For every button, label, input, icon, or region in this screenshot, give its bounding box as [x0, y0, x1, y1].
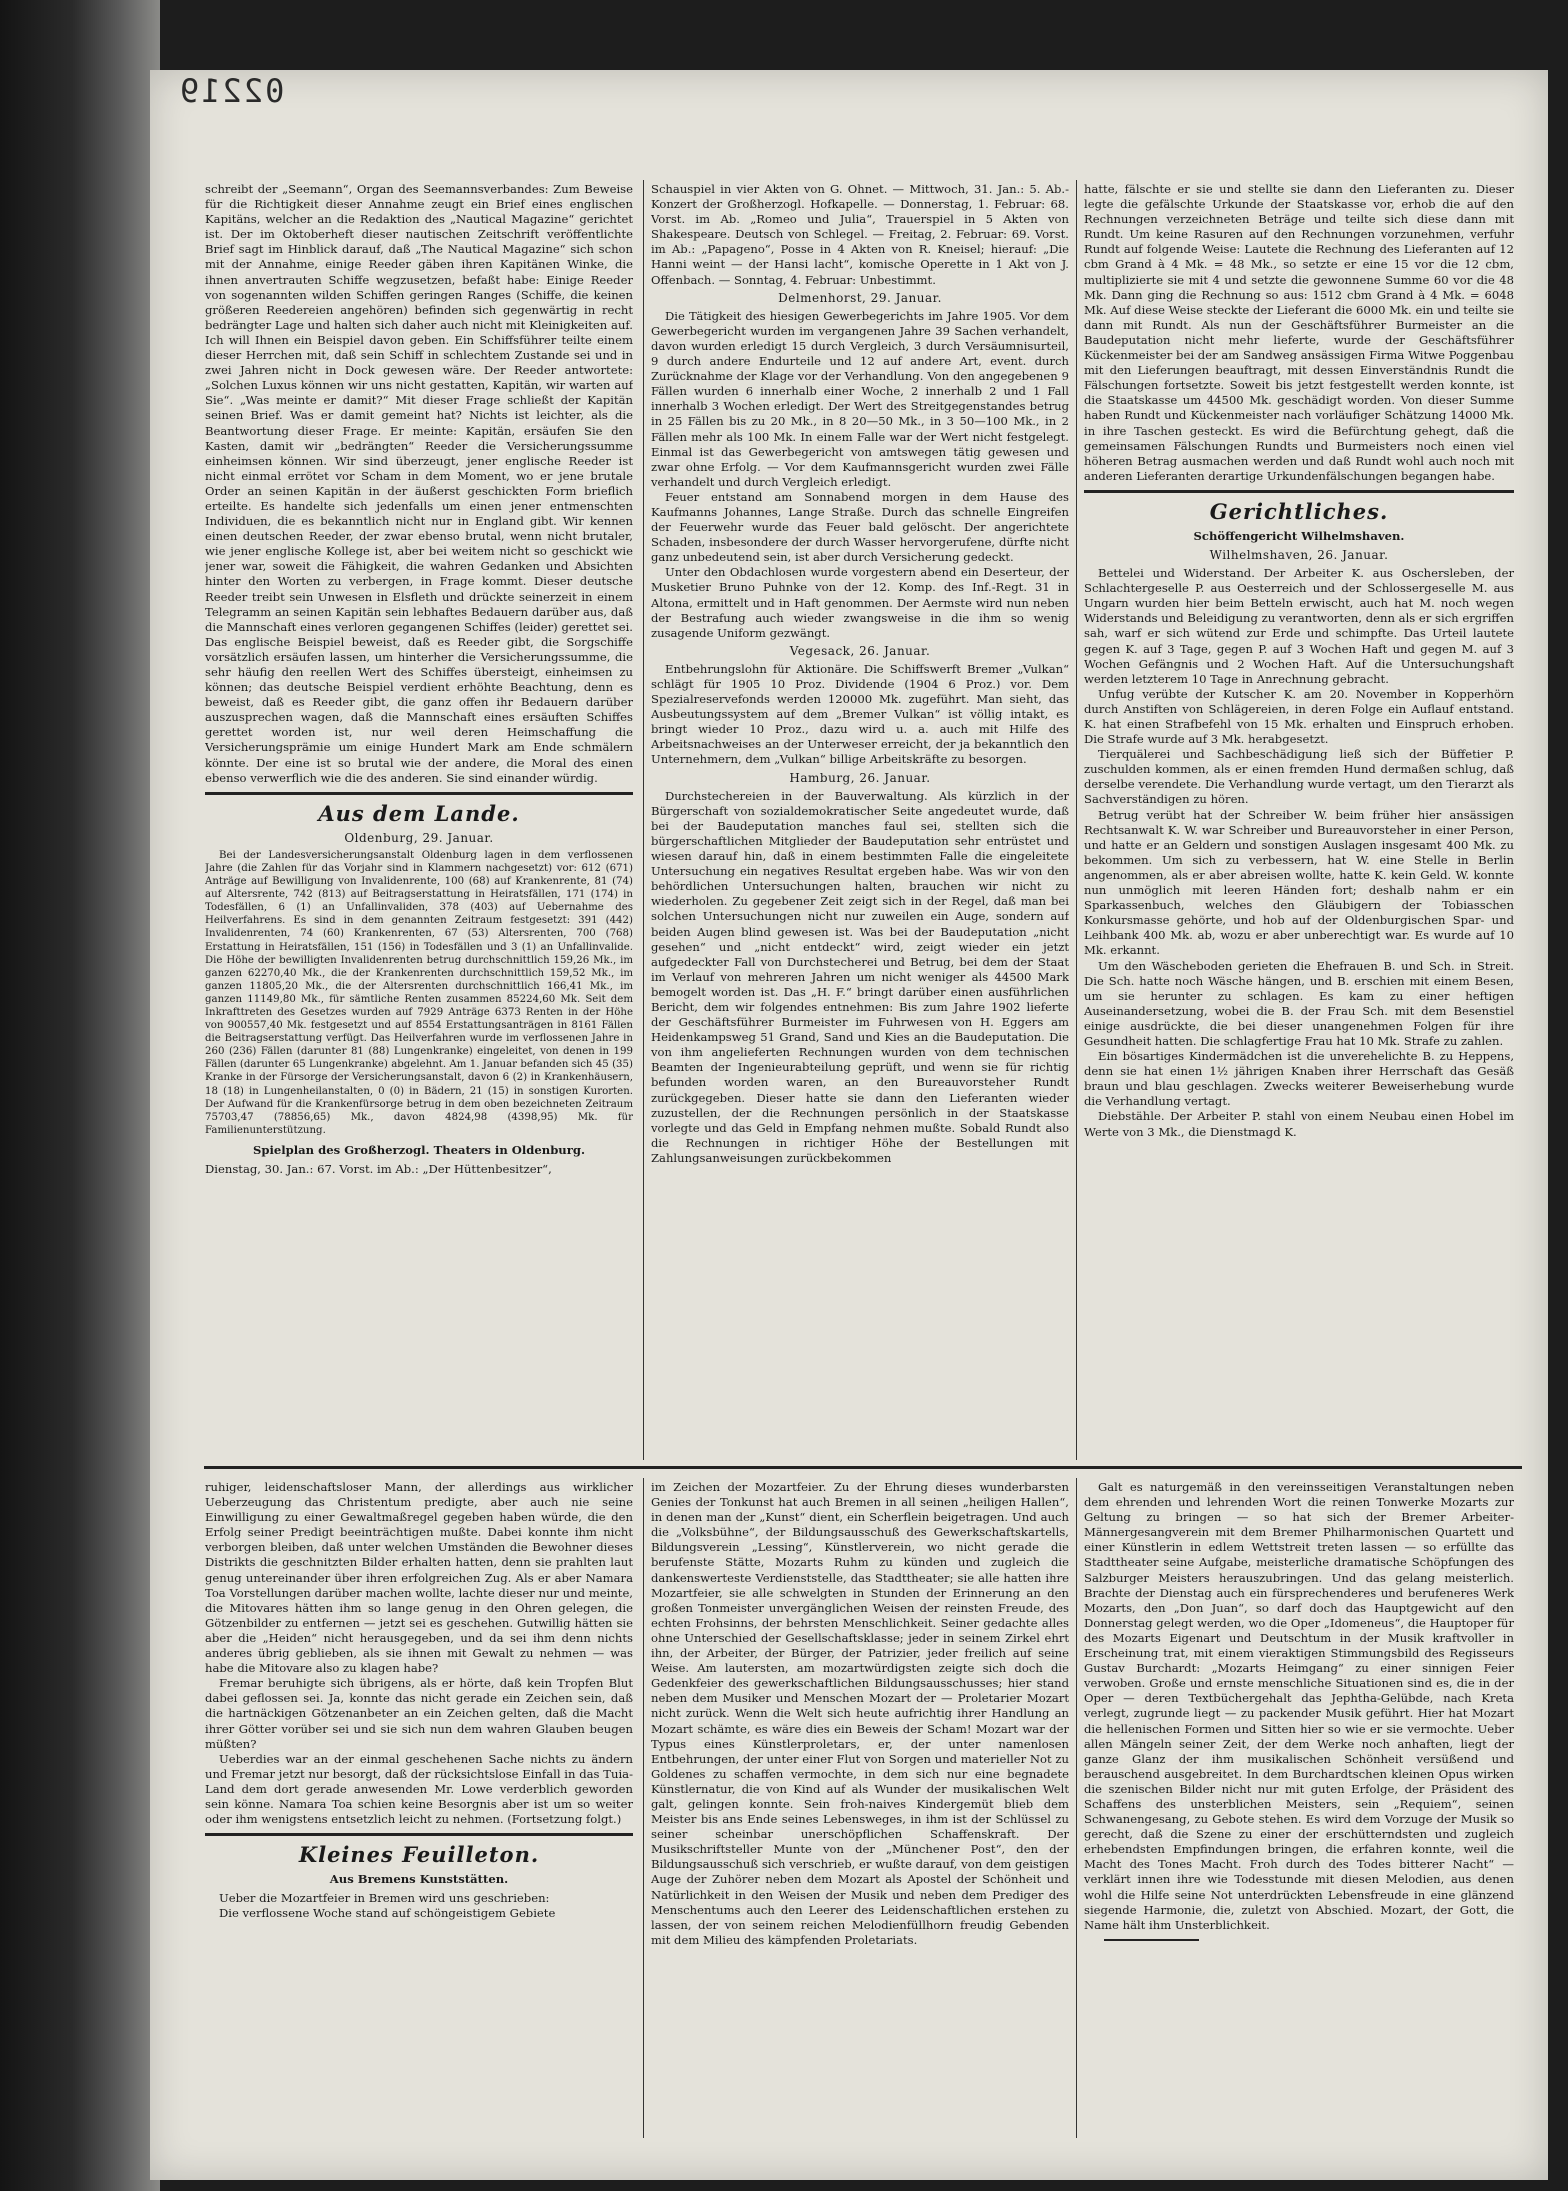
section-rule: [205, 792, 633, 795]
dateline-hamburg: Hamburg, 26. Januar.: [789, 770, 931, 785]
subhead-bremens-kunststaetten: Aus Bremens Kunststätten.: [329, 1872, 509, 1887]
subhead-schoeffengericht: Schöffengericht Wilhelmshaven.: [1193, 528, 1405, 543]
durchstechereien-article: Durchstechereien in der Bauverwaltung. Als kürzlich in der Bürgerschaft von sozialdemokratischer Seite angedeutet wurde, daß bei der Baudeputation manches faul sei, stellten sich die bürgerschaftlichen Mitglieder der Baudeputation sehr entrüstet und wiesen darauf hin, daß in einem bestimmten Falle die eingeleitete Untersuchung ein negatives Resultat ergeben habe. Was wir von den behördlichen Untersuchungen halten, brauchen wir nicht zu wiederholen. Zu gegebener Zeit zeigt sich in der Regel, daß man bei solchen Untersuchungen nicht nur zuweilen ein Auge, sondern auf beiden Augen blind gewesen ist. Was bei der Baudeputation „nicht gesehen“ und „nicht entdeckt“ wird, zeigt wieder ein jetzt aufgedeckter Fall von Durchstecherei und Betrug, bei dem der Staat im Verlauf von mehreren Jahren um nicht weniger als 44500 Mark bemogelt worden ist. Das „H. F.“ bringt darüber einen ausführlichen Bericht, dem wir folgendes entnehmen: Bis zum Jahre 1902 lieferte der Geschäftsführer Burmeister im Fuhrwesen von H. Eggers am Heidenkampsweg 51 Grand, Sand und Kies an die Baudeputation. Die von ihm angelieferten Rechnungen wurden von dem technischen Beamten der Ingenieurabteilung geprüft, und wenn sie für richtig befunden worden waren, an den Bureauvorsteher Rundt zurückgegeben. Dieser hatte sie dann den Lieferanten wieder zuzustellen, der die Rechnungen persönlich in der Staatskasse vorlegte und das Geld in Empfang nehmen mußte. Sobald Rundt also die Rechnungen in richtiger Höhe der Bestellungen mit Zahlungsanweisungen zurückbekommen: [651, 788, 1069, 1165]
betrug-article: Betrug verübt hat der Schreiber W. beim früher hier ansässigen Rechtsanwalt K. W. war Schreiber und Bureauvorsteher in einer Person, und hatte er an Geldern und sonstigen Auslagen insgesamt 400 Mk. zu bekommen. Um sich zu verbessern, hat W. eine Stelle in Berlin angenommen, als er aber abreisen wollte, hatte K. kein Geld. W. konnte nun unmöglich mit leeren Händen fort; deshalb nahm er ein Sparkassenbuch, welches den Gläubigern der Tobiasschen Konkursmasse gehörte, und hob auf der Oldenburgischen Spar- und Leihbank 400 Mk. ab, wozu er aber unberechtigt war. Es wurde auf 10 Mk. erkannt.: [1084, 807, 1514, 958]
feuer-article: Feuer entstand am Sonnabend morgen in dem Hause des Kaufmanns Johannes, Lange Straße. Durch das schnelle Eingreifen der Feuerwehr wurde das Feuer bald gelöscht. Der angerichtete Schaden, insbesondere der durch Wasser hervorgerufene, dürfte nicht ganz unbedeutend sein, ist aber durch Versicherung gedeckt.: [651, 489, 1069, 565]
unfug-article: Unfug verübte der Kutscher K. am 20. November in Kopperhörn durch Anstiften von Schlägereien, in deren Folge ein Auflauf entstand. K. hat einen Strafbefehl von 15 Mk. erhalten und Einspruch erhoben. Die Strafe wurde auf 3 Mk. herabgesetzt.: [1084, 686, 1514, 747]
section-title-kleines-feuilleton: Kleines Feuilleton.: [298, 1842, 540, 1868]
entbehrungslohn-article: Entbehrungslohn für Aktionäre. Die Schiffswerft Bremer „Vulkan“ schlägt für 1905 10 Proz. Dividende (1904 6 Proz.) vor. Dem Spezialreservefonds werden 120000 Mk. zugeführt. Man sieht, das Ausbeutungssystem auf dem „Bremer Vulkan“ ist völlig intakt, es bringt wieder 10 Proz., dazu wird u. a. auch mit Hilfe des Arbeitsnachweises an der Unterweser erreicht, der ja bekanntlich den Unternehmern, dem „Vulkan“ billige Arbeitskräfte zu besorgen.: [651, 661, 1069, 767]
dateline-wilhelmshaven: Wilhelmshaven, 26. Januar.: [1209, 547, 1389, 562]
novel-continuation: ruhiger, leidenschaftsloser Mann, der allerdings aus wirklicher Ueberzeugung das Christentum predigte, aber auch nie seine Einwilligung zu einer Gewaltmaßregel gegeben haben würde, die den Erfolg seiner Predigt beeinträchtigen mußte. Dabei konnte ihm nicht verborgen bleiben, daß unter welchen Umständen die Bewohner dieses Distrikts die geschnitzten Bilder erhalten hatten, denn sie prahlten laut genug untereinander über ihren erfolgreichen Zug. Als er aber Namara Toa Vorstellungen darüber machen wollte, lachte dieser nur und meinte, die Mitovares hätten ihm so lange genug in den Ohren gelegen, die Götzenbilder zu entfernen — jetzt sei es geschehen. Gutwillig hätten sie aber die „Heiden“ nicht herausgegeben, und da sei ihm denn nichts anderes übrig geblieben, als sie ihnen mit Gewalt zu nehmen — was habe die Mitovare also zu klagen habe?: [205, 1480, 633, 1676]
dateline-delmenhorst: Delmenhorst, 29. Januar.: [778, 290, 942, 305]
kindermaedchen-article: Ein bösartiges Kindermädchen ist die unverehelichte B. zu Heppens, denn sie hat einen 1½ jährigen Knaben ihrer Herrschaft das Gesäß braun und blau geschlagen. Zwecks weiterer Beweiserhebung wurde die Verhandlung vertagt.: [1084, 1049, 1514, 1109]
bettelei-article: Bettelei und Widerstand. Der Arbeiter K. aus Oschersleben, der Schlachtergeselle P. aus Oesterreich und der Schlossergeselle M. aus Ungarn wurden hier beim Betteln erwischt, auch hat M. noch wegen Widerstands und Beleidigung zu verantworten, denn als er sich ergriffen sah, warf er sich wütend zur Erde und schimpfte. Das Urteil lautete gegen K. auf 3 Tage, gegen P. auf 3 Wochen Haft und gegen M. auf 3 Wochen Gefängnis und 2 Wochen Haft. Auf die Untersuchungshaft werden letzterem 10 Tage in Anrechnung gebracht.: [1084, 566, 1514, 686]
page-number: 02219: [178, 72, 285, 110]
gewerbegericht-article: Die Tätigkeit des hiesigen Gewerbegerichts im Jahre 1905. Vor dem Gewerbegericht wurden im vergangenen Jahre 39 Sachen verhandelt, davon wurden erledigt 15 durch Vergleich, 3 durch Versäumnisurteil, 9 durch andere Endurteile und 12 auf andere Art, event. durch Zurücknahme der Klage vor der Verhandlung. Von den angegebenen 9 Fällen wurden 6 innerhalb einer Woche, 2 innerhalb 2 und 1 Fall innerhalb 3 Wochen erledigt. Der Wert des Streitgegenstandes betrug in 25 Fällen bis zu 20 Mk., in 8 20—50 Mk., in 3 50—100 Mk., in 2 Fällen mehr als 100 Mk. In einem Falle war der Wert nicht festgelegt. Einmal ist das Gewerbegericht von amtswegen tätig gewesen und zwar ohne Erfolg. — Vor dem Kaufmannsgericht wurden zwei Fälle verhandelt und durch Vergleich erledigt.: [651, 308, 1069, 489]
theater-heading: Spielplan des Großherzogl. Theaters in Oldenburg.: [253, 1142, 585, 1157]
section-rule: [205, 1833, 633, 1836]
theater-line: Dienstag, 30. Jan.: 67. Vorst. im Ab.: „Der Hüttenbesitzer“,: [205, 1162, 552, 1176]
column-divider: [1076, 1478, 1077, 2138]
novel-paragraph: Ueberdies war an der einmal geschehenen Sache nichts zu ändern und Fremar jetzt nur besorgt, daß der rücksichtslose Einfall in das Tuia-Land dem dort gerade anwesenden Mr. Lowe verderblich geworden sein könne. Namara Toa schien keine Besorgnis aber ist um so weiter oder ihm wenigstens entsetzlich leicht zu nehmen. (Fortsetzung folgt.): [205, 1751, 633, 1827]
section-title-gerichtliches: Gerichtliches.: [1209, 498, 1389, 524]
top-column-3: [1084, 182, 1514, 1462]
obdachlosen-article: Unter den Obdachlosen wurde vorgestern abend ein Deserteur, der Musketier Bruno Puhnke von der 12. Komp. des Inf.-Regt. 31 in Altona, ermittelt und in Haft genommen. Der Aermste wird nun neben der Bestrafung auch wieder zwangsweise in die ihm so wenig zusagende Uniform gezwängt.: [651, 565, 1069, 640]
bottom-column-1: [205, 1480, 633, 2145]
dateline-vegesack: Vegesack, 26. Januar.: [789, 643, 931, 658]
column-divider: [643, 1478, 644, 2138]
column-divider: [643, 180, 644, 1460]
mozart-article-conclusion: Galt es naturgemäß in den vereinsseitigen Veranstaltungen neben dem ehrenden und lehrenden Wort die reinen Tonwerke Mozarts zur Geltung zu bringen — so hat sich der Bremer Arbeiter-Männergesangverein mit dem Bremer Philharmonischen Quartett und einer Künstlerin in edlem Wettstreit treten lassen — so erfüllte das Stadttheater seine Aufgabe, meisterliche dramatische Schöpfungen des Salzburger Meisters herauszubringen. Und das gelang meisterlich. Brachte der Dienstag auch ein fürsprechenderes und berufeneres Werk Mozarts, den „Don Juan“, so darf doch das Hauptgewicht auf den Donnerstag gelegt werden, wo die Oper „Idomeneus“, die Hauptoper für des Mozarts Eigenart und Deutschtum in der Musik kraftvoller in Erscheinung trat, mit einem vieraktigen Stimmungsbild des Regisseurs Gustav Burchardt: „Mozarts Heimgang“ zu einer sinnigen Feier verwoben. Große und ernste menschliche Situationen sind es, die in der Oper — deren Textbüchergehalt das Jephtha-Gelübde, nach Kreta verlegt, zugrunde liegt — zu packender Musik geführt. Hier hat Mozart die hellenischen Formen und Sitten hier so wie er sie vermochte. Ueber allen Mängeln seiner Zeit, der dem Werke noch anhaften, liegt der ganze Glanz der ihm musikalischen Schönheit versüßend und berauschend ausgebreitet. In dem Burchardtschen kleinen Opus wirken die szenischen Bilder nicht nur mit guten Erfolge, der Präsident des Schaffens des unsterblichen Meisters, sein „Requiem“, seinen Schwanengesang, zu Gebote stehen. Es wird dem Vorzuge der Musik so gerecht, daß die Szene zu einer der erschütterndsten und zugleich erhebendsten Empfindungen bringen, die erfahren konnte, weil die Macht des Tones Macht. Froh durch des Todes bitterer Nacht“ — verklärt innen ihre wie Todesstunde mit diesen Melodien, aus denen wohl die Hilfe seine Not unterdrückten Lebensfreude in eine glänzend siegende Harmonie, die, zuletzt von Abschied. Mozart, der Gott, die Name hält ihm Unsterblichkeit.: [1084, 1480, 1514, 1932]
feuilleton-separator-line: [204, 1466, 1522, 1469]
end-rule: [1104, 1939, 1199, 1941]
section-title-aus-dem-lande: Aus dem Lande.: [318, 800, 520, 826]
section-rule: [1084, 490, 1514, 493]
theater-schedule-continued: Schauspiel in vier Akten von G. Ohnet. — Mittwoch, 31. Jan.: 5. Ab.-Konzert der Großherzogl. Hofkapelle. — Donnerstag, 1. Februar: 68. Vorst. im Ab. „Romeo und Julia“, Trauerspiel in 5 Akten von Shakespeare. Deutsch von Schlegel. — Freitag, 2. Februar: 69. Vorst. im Ab.: „Papageno“, Posse in 4 Akten von R. Kneisel; hierauf: „Die Hanni weint — der Hansi lacht“, komische Operette in 1 Akt von J. Offenbach. — Sonntag, 4. Februar: Unbestimmt.: [651, 182, 1069, 287]
book-gutter: [0, 0, 160, 2191]
tierquaelerei-article: Tierquälerei und Sachbeschädigung ließ sich der Büffetier P. zuschulden kommen, als er einen fremden Hund dermaßen schlug, daß derselbe verendete. Die Verhandlung wurde vertagt, um den Tierarzt als Sachverständigen zu hören.: [1084, 747, 1514, 807]
mozart-intro: Ueber die Mozartfeier in Bremen wird uns geschrieben:: [219, 1891, 550, 1906]
bottom-column-2: [651, 1480, 1069, 2145]
novel-paragraph: Fremar beruhigte sich übrigens, als er hörte, daß kein Tropfen Blut dabei geflossen sei. Ja, konnte das nicht gerade ein Zeichen sein, daß die hartnäckigen Götzenanbeter an ein Zeichen gelten, daß die Macht ihrer Götter vorüber sei und sie sich nun dem wahren Glauben beugen müßten?: [205, 1676, 633, 1751]
diebstaehle-article: Diebstähle. Der Arbeiter P. stahl von einem Neubau einen Hobel im Werte von 3 Mk., die Dienstmagd K.: [1084, 1109, 1514, 1139]
column-divider: [1076, 180, 1077, 1460]
landesversicherung-article: Bei der Landesversicherungsanstalt Oldenburg lagen in dem verflossenen Jahre (die Zahlen für das Vorjahr sind in Klammern nachgesetzt) vor: 612 (671) Anträge auf Bewilligung von Invalidenrente, 100 (68) auf Krankenrente, 81 (74) auf Altersrente, 742 (813) auf Beitragserstattung in Heiratsfällen, 171 (174) in Todesfällen, 6 (1) an Unfallinvaliden, 378 (403) auf Uebernahme des Heilverfahrens. Es sind in dem genannten Zeitraum festgesetzt: 391 (442) Invalidenrenten, 74 (60) Krankenrenten, 67 (53) Altersrenten, 700 (768) Erstattung in Heiratsfällen, 151 (156) in Todesfällen und 3 (1) an Unfallinvalide. Die Höhe der bewilligten Invalidenrenten betrug durchschnittlich 159,26 Mk., im ganzen 62270,40 Mk., die der Krankenrenten durchschnittlich 159,52 Mk., im ganzen 11805,20 Mk., die der Altersrenten durchschnittlich 166,41 Mk., im ganzen 11149,80 Mk., für sämtliche Renten zusammen 85224,60 Mk. Seit dem Inkrafttreten des Gesetzes wurden auf 7929 Anträge 6373 Renten in der Höhe von 900557,40 Mk. festgesetzt und auf 8554 Erstattungsanträgen in 8161 Fällen die Beitragserstattung verfügt. Das Heilverfahren wurde im verflossenen Jahre in 260 (236) Fällen (darunter 81 (88) Lungenkranke) eingeleitet, von denen in 199 Fällen (darunter 65 Lungenkranke) abgelehnt. Am 1. Januar befanden sich 45 (35) Kranke in der Fürsorge der Versicherungsanstalt, davon 6 (2) in Krankenhäusern, 18 (18) in Lungenheilanstalten, 0 (0) in Bädern, 21 (15) in sonstigen Kurorten. Der Aufwand für die Krankenfürsorge betrug in dem oben bezeichneten Zeitraum 75703,47 (78856,65) Mk., davon 4824,98 (4398,95) Mk. für Familienunterstützung.: [205, 849, 633, 1136]
dateline-oldenburg: Oldenburg, 29. Januar.: [344, 830, 494, 845]
seemann-article: schreibt der „Seemann“, Organ des Seemannsverbandes: Zum Beweise für die Richtigkeit dieser Annahme zeugt ein Brief eines englischen Kapitäns, welcher an die Redaktion des „Nautical Magazine“ gerichtet ist. Der im Oktoberheft dieser nautischen Zeitschrift veröffentlichte Brief sagt im Hinblick darauf, daß „The Nautical Magazine“ sich schon mit der Annahme, einige Reeder gäben ihren Kapitänen Winke, die ihnen anvertrauten Schiffe wegzusetzen, befaßt habe: Einige Reeder von sogenannten wilden Schiffen geringen Ranges (Schiffe, die keinen größeren Reedereien angehören) befinden sich gegenwärtig in recht bedrängter Lage und halten sich daher auch nicht mit Kleinigkeiten auf. Ich will Ihnen ein Beispiel davon geben. Ein Schiffsführer teilte einem dieser Herrchen mit, daß sein Schiff in schlechtem Zustande sei und in zwei Jahren nicht in Dock gewesen wäre. Der Reeder antwortete: „Solchen Luxus können wir uns nicht gestatten, Kapitän, wir warten auf Sie“. „Was meinte er damit?“ Mit dieser Frage schließt der Kapitän seinen Brief. Was er damit gemeint hat? Nichts ist leichter, als die Beantwortung dieser Frage. Er meinte: Kapitän, ersäufen Sie den Kasten, damit wir „bedrängten“ Reeder die Versicherungssumme einheimsen können. Wir sind überzeugt, jener englische Reeder ist nicht einmal errötet vor Scham in dem Moment, wo er jene brutale Order an seinen Kapitän in der äußerst geschickten Form brieflich erteilte. Es handelte sich jedenfalls um einen jener entmenschten Individuen, die es bekanntlich nicht nur in England gibt. Wir kennen einen deutschen Reeder, der zwar ebenso brutal, wenn nicht brutaler, wie jener englische Kollege ist, aber bei weitem nicht so geschickt wie jener war, soweit die Fähigkeit, die wahren Gedanken und Absichten hinter den Worten zu verbergen, in Frage kommt. Dieser deutsche Reeder treibt sein Unwesen in Elsfleth und drückte seinerzeit in einem Telegramm an seinen Kapitän sein lebhaftes Bedauern darüber aus, daß die Mannschaft eines verloren gegangenen Schiffes (leider) gerettet sei. Das englische Beispiel beweist, daß es Reeder gibt, die Sorgschiffe vorsätzlich ersäufen lassen, um hinterher die Versicherungssumme, die sehr häufig den reellen Wert des Schiffes übersteigt, einheimsen zu können; das deutsche Beispiel verdient erhöhte Beachtung, denn es beweist, daß es Reeder gibt, die ganz offen ihr Bedauern darüber auszusprechen wagen, daß die Mannschaft eines ersäuften Schiffes gerettet worden ist, nur weil deren Heimschaffung die Versicherungsprämie um einige Hundert Mark am Ende schmälern könnte. Der eine ist so brutal wie der andere, die Moral des einen ebenso verwerflich wie die des anderen. Sie sind einander würdig.: [205, 182, 633, 785]
top-column-1: [205, 182, 633, 1462]
top-column-2: [651, 182, 1069, 1462]
waescheboden-article: Um den Wäscheboden gerieten die Ehefrauen B. und Sch. in Streit. Die Sch. hatte noch Wäsche hängen, und B. erschien mit einem Besen, um sie herunter zu schlagen. Es kam zu einer heftigen Auseinandersetzung, wobei die B. der Frau Sch. mit dem Besenstiel einige ausdrückte, die bei dieser unangenehmen Folgen für ihre Gesundheit hatten. Die schlagfertige Frau hat 10 Mk. Strafe zu zahlen.: [1084, 958, 1514, 1048]
durchstechereien-continued: hatte, fälschte er sie und stellte sie dann den Lieferanten zu. Dieser legte die gefälschte Urkunde der Staatskasse vor, erhob die auf den Rechnungen verzeichneten Beträge und teilte sich diese dann mit Rundt. Um keine Rasuren auf den Rechnungen vorzunehmen, verfuhr Rundt auf folgende Weise: Lautete die Rechnung des Lieferanten auf 12 cbm Grand à 4 Mk. = 48 Mk., so setzte er eine 15 vor die 12 cbm, multiplizierte sie mit 4 und setzte die gewonnene Summe 60 vor die 48 Mk. Dann ging die Rechnung so aus: 1512 cbm Grand à 4 Mk. = 6048 Mk. Auf diese Weise steckte der Lieferant die 6000 Mk. ein und teilte sie dann mit Rundt. Als nun der Geschäftsführer Burmeister an die Baudeputation nicht mehr lieferte, wurde der Geschäftsführer Kückenmeister bei der am Sandweg ansässigen Firma Witwe Poggenbau mit den Lieferungen beauftragt, mit dessen Einverständnis Rundt die Fälschungen fortsetzte. Soweit bis jetzt festgestellt werden konnte, ist die Staatskasse um 44500 Mk. geschädigt worden. Von dieser Summe haben Rundt und Kückenmeister nach vorläufiger Schätzung 14000 Mk. in ihre Taschen gesteckt. Es wird die Befürchtung gehegt, daß die gemeinsamen Fälschungen Rundts und Burmeisters noch einen viel höheren Betrag ausmachen werden und daß Rundt wohl auch noch mit anderen Lieferanten derartige Urkundenfälschungen begangen habe.: [1084, 182, 1514, 483]
mozart-article-start: Die verflossene Woche stand auf schöngeistigem Gebiete: [219, 1906, 556, 1921]
bottom-column-3: [1084, 1480, 1514, 2145]
mozart-article-continued: im Zeichen der Mozartfeier. Zu der Ehrung dieses wunderbarsten Genies der Tonkunst hat auch Bremen in all seinen „heiligen Hallen“, in denen man der „Kunst“ dient, ein Scherflein beigetragen. Und auch die „Volksbühne“, der Bildungsausschuß des Gewerkschaftskartells, Bildungsverein „Lessing“, Künstlerverein, wo nicht gerade die berufenste Stätte, Mozarts Ruhm zu künden und zugleich die dankenswerteste Verdienststelle, das Stadttheater; sie alle hatten ihre Mozartfeier, sie alle schwelgten in Stunden der Erinnerung an den großen Tonmeister unvergänglichen Weisen der reinsten Freude, des echten Frohsinns, der behrsten Menschlichkeit. Seiner gedachte alles ohne Unterschied der Gesellschaftsklasse; jeder in seinem Zirkel ehrt ihn, der Arbeiter, der Bürger, der Patrizier, jeder freilich auf seine Weise. Am lautersten, am mozartwürdigsten zeigte sich doch die Gedenkfeier des gewerkschaftlichen Bildungsausschusses; hier stand neben dem Musiker und Menschen Mozart der — Proletarier Mozart nicht zurück. Wenn die Welt sich heute aufrichtig ihrer Handlung an Mozart schämte, es wäre dies ein Beweis der Scham! Mozart war der Typus eines Künstlerproletars, er, der unter namenlosen Entbehrungen, der unter einer Flut von Sorgen und materieller Not zu Goldenes zu schaffen vermochte, in dem sich nur eine begnadete Künstlernatur, die von Kind auf als Wunder der musikalischen Welt galt, gelingen konnte. Sein froh-naives Kindergemüt blieb dem Meister bis ans Ende seines Lebensweges, in ihm ist der Schlüssel zu seiner scheinbar unerschöpflichen Schaffenskraft. Der Musikschriftsteller Munte von der „Münchener Post“, den der Bildungsausschuß sich verschrieb, er wußte darauf, von dem geistigen Auge der Zuhörer neben dem Mozart als Apostel der Schönheit und Natürlichkeit in den Weisen der Musik und neben dem Prediger des Menschentums auch den Leerer des Leidenschaftlichen erstehen zu lassen, der von seinem reichen Melodienfüllhorn freudig Gebenden mit dem Milieu des kämpfenden Proletariats.: [651, 1480, 1069, 1947]
